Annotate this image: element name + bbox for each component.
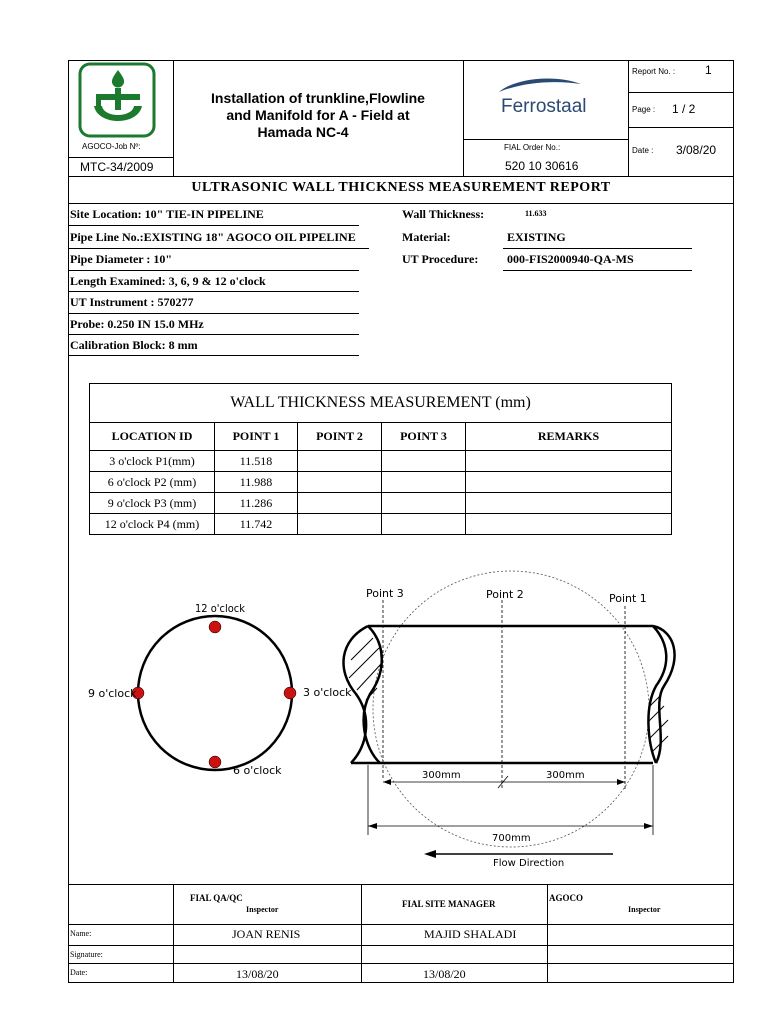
cell-point-3 xyxy=(382,451,466,472)
calibration-block: Calibration Block: 8 mm xyxy=(70,338,198,352)
footer-top-line xyxy=(68,884,734,885)
ut-procedure-value: 000-FIS2000940-QA-MS xyxy=(507,252,634,266)
page-value: 1 / 2 xyxy=(672,102,696,116)
title-line-1: Installation of trunkline,Flowline xyxy=(211,90,425,106)
header-divider xyxy=(68,157,173,158)
pipe-diagram xyxy=(68,560,734,880)
footer-line xyxy=(68,924,734,925)
order-label: FIAL Order No.: xyxy=(504,143,561,152)
cell-point-3 xyxy=(382,472,466,493)
wall-thickness-label: Wall Thickness: xyxy=(402,207,485,221)
header-divider xyxy=(628,92,734,93)
cell-point-3 xyxy=(382,493,466,514)
qaqc-date: 13/08/20 xyxy=(236,967,279,981)
date-value: 3/08/20 xyxy=(676,143,717,157)
company-job-label: AGOCO-Job Nº: xyxy=(82,142,141,151)
clock-label-3: 3 o'clock xyxy=(303,686,352,699)
order-number: 520 10 30616 xyxy=(505,159,579,173)
dim-total-label: 700mm xyxy=(492,833,531,844)
underline xyxy=(68,334,359,335)
table-row xyxy=(90,493,672,514)
footer-divider xyxy=(173,884,174,983)
agoco-title: AGOCO xyxy=(549,893,584,903)
signature-label: Signature: xyxy=(70,950,103,959)
ut-instrument: UT Instrument : 570277 xyxy=(70,295,194,309)
cell-point-1: 11.988 xyxy=(215,472,298,493)
material-value: EXISTING xyxy=(507,230,566,244)
title-line-3: Hamada NC-4 xyxy=(257,124,349,140)
cell-point-2 xyxy=(298,472,382,493)
footer-line xyxy=(68,945,734,946)
cell-location: 3 o'clock P1(mm) xyxy=(90,451,215,472)
table-row xyxy=(90,451,672,472)
cell-point-3 xyxy=(382,514,466,535)
report-title: ULTRASONIC WALL THICKNESS MEASUREMENT REPORT xyxy=(191,180,611,195)
cell-point-2 xyxy=(298,514,382,535)
material-label: Material: xyxy=(402,230,451,244)
date-label-footer: Date: xyxy=(70,968,88,977)
table-row xyxy=(90,472,672,493)
underline xyxy=(68,270,359,271)
qaqc-name: JOAN RENIS xyxy=(232,927,301,941)
dotted-circle xyxy=(373,571,649,847)
probe: Probe: 0.250 IN 15.0 MHz xyxy=(70,317,204,331)
site-manager-date: 13/08/20 xyxy=(423,967,466,981)
cell-location: 6 o'clock P2 (mm) xyxy=(90,472,215,493)
wall-thickness-value: 11.633 xyxy=(525,209,547,218)
site-manager-title: FIAL SITE MANAGER xyxy=(402,899,496,909)
cell-point-1: 11.742 xyxy=(215,514,298,535)
header-divider xyxy=(463,139,628,140)
qaqc-inspector: Inspector xyxy=(246,905,279,914)
marker-6-oclock xyxy=(209,756,221,768)
site-location: Site Location: 10" TIE-IN PIPELINE xyxy=(70,207,264,221)
point-3-label: Point 3 xyxy=(366,587,404,600)
marker-3-oclock xyxy=(284,687,296,699)
header-point-1: POINT 1 xyxy=(215,423,298,451)
page-label: Page : xyxy=(632,105,656,114)
report-no-label: Report No. : xyxy=(632,67,676,76)
clock-label-6: 6 o'clock xyxy=(233,764,282,777)
underline xyxy=(68,291,359,292)
cell-point-2 xyxy=(298,493,382,514)
title-bottom-line xyxy=(68,203,734,204)
point-2-label: Point 2 xyxy=(486,588,524,601)
cell-remarks xyxy=(466,493,672,514)
cell-point-2 xyxy=(298,451,382,472)
site-manager-name: MAJID SHALADI xyxy=(424,927,517,941)
date-label: Date : xyxy=(632,146,654,155)
table-row xyxy=(90,514,672,535)
header-divider xyxy=(628,60,629,176)
title-line-2: and Manifold for A - Field at xyxy=(226,107,410,123)
pipe-line-no: Pipe Line No.:EXISTING 18" AGOCO OIL PIPELINE xyxy=(70,230,356,244)
contractor-name: Ferrostaal xyxy=(501,96,587,117)
table-title: WALL THICKNESS MEASUREMENT (mm) xyxy=(90,384,672,423)
project-title xyxy=(173,90,463,141)
underline xyxy=(68,355,359,356)
length-examined: Length Examined: 3, 6, 9 & 12 o'clock xyxy=(70,274,266,288)
header-divider xyxy=(628,127,734,128)
ut-procedure-label: UT Procedure: xyxy=(402,252,479,266)
name-label: Name: xyxy=(70,929,92,938)
header-divider xyxy=(463,60,464,176)
footer-divider xyxy=(547,884,548,983)
cell-location: 12 o'clock P4 (mm) xyxy=(90,514,215,535)
footer-divider xyxy=(361,884,362,983)
flow-label: Flow Direction xyxy=(493,858,565,869)
clock-label-12: 12 o'clock xyxy=(195,602,245,615)
cell-location: 9 o'clock P3 (mm) xyxy=(90,493,215,514)
underline xyxy=(68,248,369,249)
dim-left-label: 300mm xyxy=(422,770,461,781)
underline xyxy=(503,248,692,249)
underline xyxy=(503,270,692,271)
ferrostaal-swoosh-icon xyxy=(495,74,585,96)
underline xyxy=(68,225,359,226)
header-remarks: REMARKS xyxy=(466,423,672,451)
qaqc-title: FIAL QA/QC xyxy=(190,893,243,903)
report-no-value: 1 xyxy=(705,63,712,77)
dim-right-label: 300mm xyxy=(546,770,585,781)
cell-remarks xyxy=(466,514,672,535)
pipe-diameter: Pipe Diameter : 10" xyxy=(70,252,173,266)
wall-thickness-table xyxy=(89,383,672,535)
pipe-left-inner xyxy=(364,626,382,763)
pipe-right-break xyxy=(648,626,666,763)
clock-circle xyxy=(138,616,292,770)
header-bottom-line xyxy=(68,176,734,177)
clock-label-9: 9 o'clock xyxy=(88,687,137,700)
header-point-2: POINT 2 xyxy=(298,423,382,451)
underline xyxy=(68,313,359,314)
cell-remarks xyxy=(466,472,672,493)
cell-remarks xyxy=(466,451,672,472)
agoco-inspector: Inspector xyxy=(628,905,661,914)
footer-line xyxy=(68,963,734,964)
header-location-id: LOCATION ID xyxy=(90,423,215,451)
marker-12-oclock xyxy=(209,621,221,633)
company-job-number: MTC-34/2009 xyxy=(80,160,154,174)
point-1-label: Point 1 xyxy=(609,592,647,605)
cell-point-1: 11.518 xyxy=(215,451,298,472)
cell-point-1: 11.286 xyxy=(215,493,298,514)
header-point-3: POINT 3 xyxy=(382,423,466,451)
